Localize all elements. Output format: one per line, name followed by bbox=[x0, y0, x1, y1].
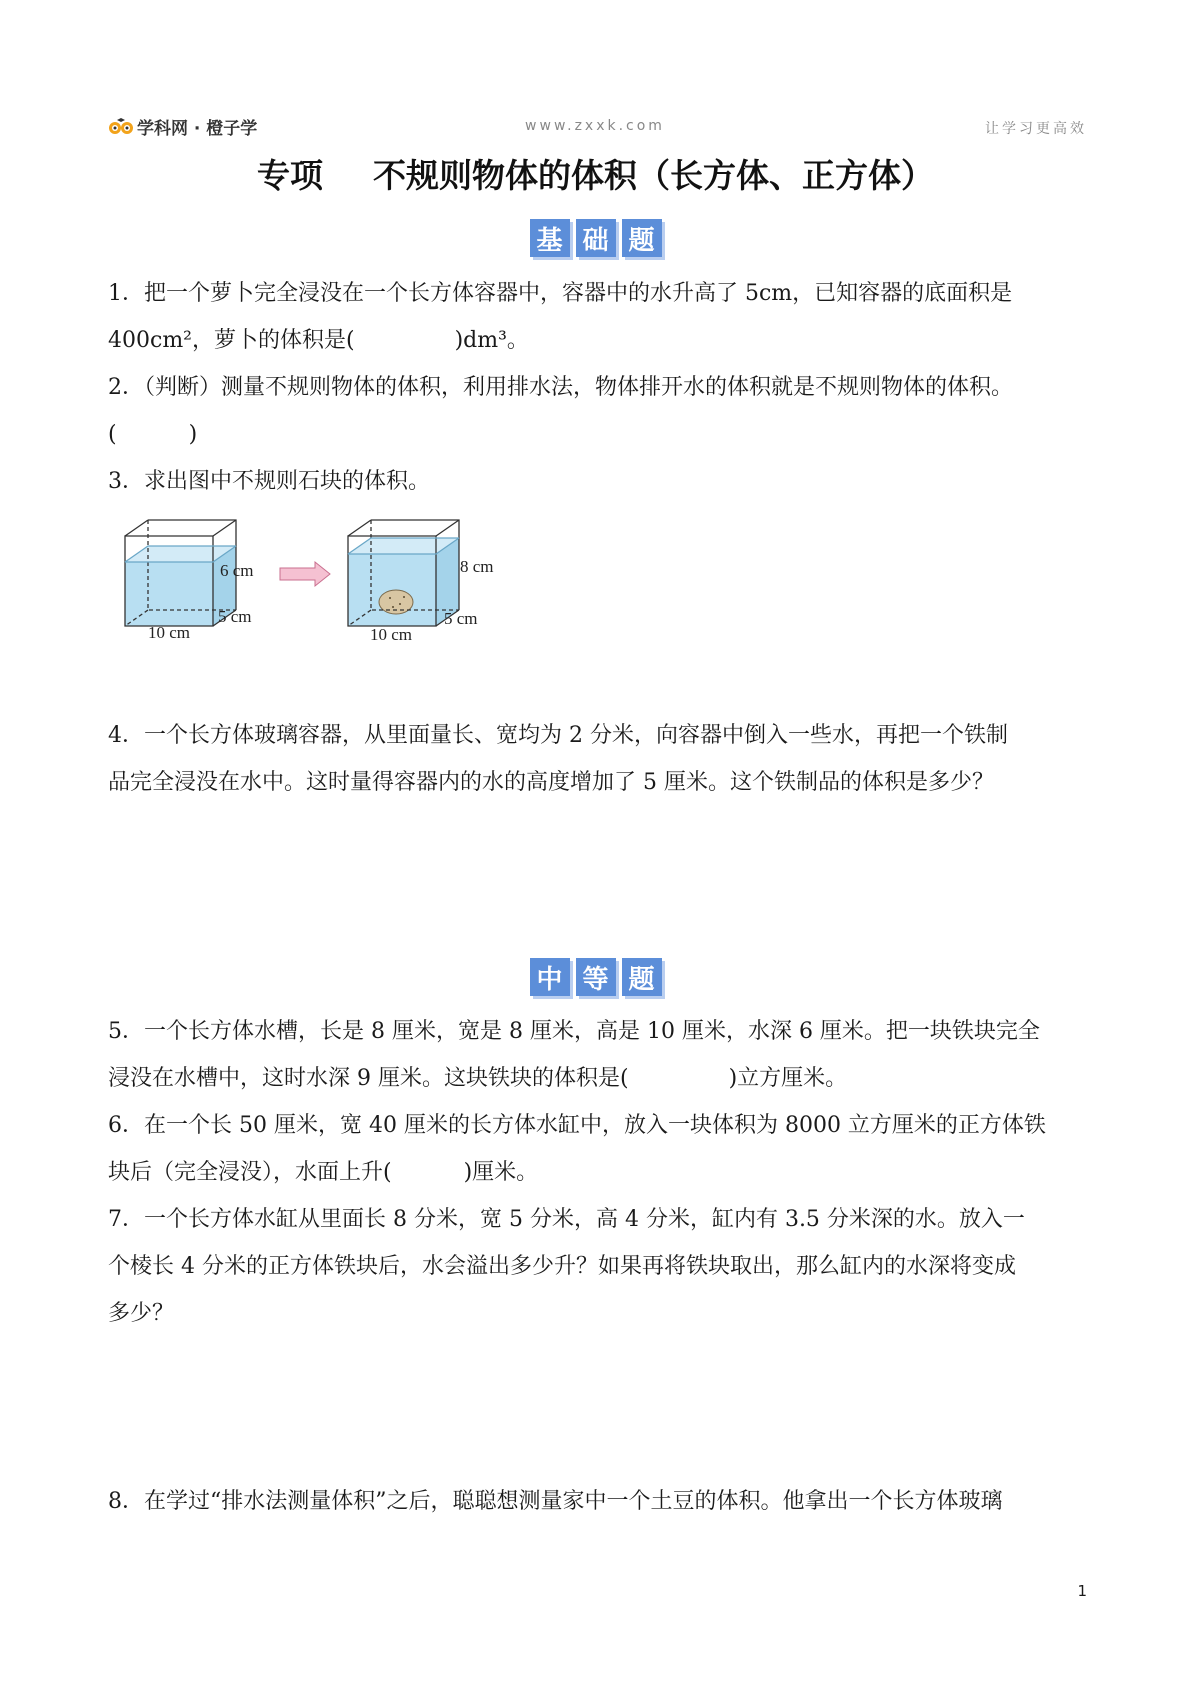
question-text: )dm³。 bbox=[454, 328, 529, 353]
section-char: 础 bbox=[576, 219, 616, 257]
question-text: 400cm²，萝卜的体积是( bbox=[108, 328, 355, 353]
question-text: 块后（完全浸没），水面上升( bbox=[108, 1160, 392, 1185]
owl-logo-icon bbox=[108, 118, 134, 136]
question-3 bbox=[108, 458, 1093, 505]
question-5 bbox=[108, 1008, 1093, 1102]
figure-drawing bbox=[120, 512, 520, 642]
left-height-label: 6 cm bbox=[220, 561, 254, 580]
question-2 bbox=[108, 364, 1093, 458]
question-text: 1．把一个萝卜完全浸没在一个长方体容器中，容器中的水升高了 5cm，已知容器的底面积是 bbox=[108, 281, 1013, 306]
question-text: 2．（判断）测量不规则物体的体积，利用排水法，物体排开水的体积就是不规则物体的体积。 bbox=[108, 375, 1014, 400]
section-char: 基 bbox=[530, 219, 570, 257]
right-height-label: 8 cm bbox=[460, 557, 494, 576]
question-text: 个棱长 4 分米的正方体铁块后，水会溢出多少升？如果再将铁块取出，那么缸内的水深将变成 bbox=[108, 1254, 1016, 1279]
left-length-label: 10 cm bbox=[148, 623, 191, 642]
question-text: 5．一个长方体水槽，长是 8 厘米，宽是 8 厘米，高是 10 厘米，水深 6 厘米。把一块铁块完全 bbox=[108, 1019, 1040, 1044]
question-4 bbox=[108, 712, 1093, 806]
question-text: )立方厘米。 bbox=[728, 1066, 848, 1091]
question-text: 6．在一个长 50 厘米，宽 40 厘米的长方体水缸中，放入一块体积为 8000 立方厘米的正方体铁 bbox=[108, 1113, 1046, 1138]
logo-text: 学科网 · 橙子学 bbox=[137, 119, 258, 139]
section-char: 等 bbox=[576, 958, 616, 996]
question-text: ( bbox=[108, 422, 117, 447]
question-7 bbox=[108, 1196, 1093, 1337]
question-text: ) bbox=[188, 422, 198, 447]
question-text: 4．一个长方体玻璃容器，从里面量长、宽均为 2 分米，向容器中倒入一些水，再把一个铁制 bbox=[108, 723, 1008, 748]
question-8 bbox=[108, 1478, 1093, 1525]
title-prefix: 专项 bbox=[257, 156, 323, 195]
left-width-label: 5 cm bbox=[218, 607, 252, 626]
page-title bbox=[0, 150, 1191, 197]
section-basic-badge bbox=[0, 219, 1191, 257]
question-text: 8．在学过“排水法测量体积”之后，聪聪想测量家中一个土豆的体积。他拿出一个长方体玻璃 bbox=[108, 1489, 1003, 1514]
section-medium-badge bbox=[0, 958, 1191, 996]
question-1 bbox=[108, 270, 1093, 364]
right-length-label: 10 cm bbox=[370, 625, 413, 642]
question-text: 品完全浸没在水中。这时量得容器内的水的高度增加了 5 厘米。这个铁制品的体积是多少？ bbox=[108, 770, 994, 795]
question-text: )厘米。 bbox=[463, 1160, 539, 1185]
header-slogan: 让学习更高效 bbox=[985, 121, 1087, 137]
header-url: www.zxxk.com bbox=[525, 118, 665, 134]
title-main: 不规则物体的体积（长方体、正方体） bbox=[373, 156, 934, 195]
question-text: 3．求出图中不规则石块的体积。 bbox=[108, 469, 430, 494]
section-char: 题 bbox=[622, 219, 662, 257]
page-number: 1 bbox=[1077, 1582, 1087, 1600]
question-6 bbox=[108, 1102, 1093, 1196]
right-width-label: 5 cm bbox=[444, 609, 478, 628]
section-char: 题 bbox=[622, 958, 662, 996]
question-text: 多少？ bbox=[108, 1301, 175, 1326]
site-logo bbox=[108, 114, 257, 139]
question-text: 浸没在水槽中，这时水深 9 厘米。这块铁块的体积是( bbox=[108, 1066, 629, 1091]
question-text: 7．一个长方体水缸从里面长 8 分米，宽 5 分米，高 4 分米，缸内有 3.5 分米深的水。放入一 bbox=[108, 1207, 1025, 1232]
section-char: 中 bbox=[530, 958, 570, 996]
